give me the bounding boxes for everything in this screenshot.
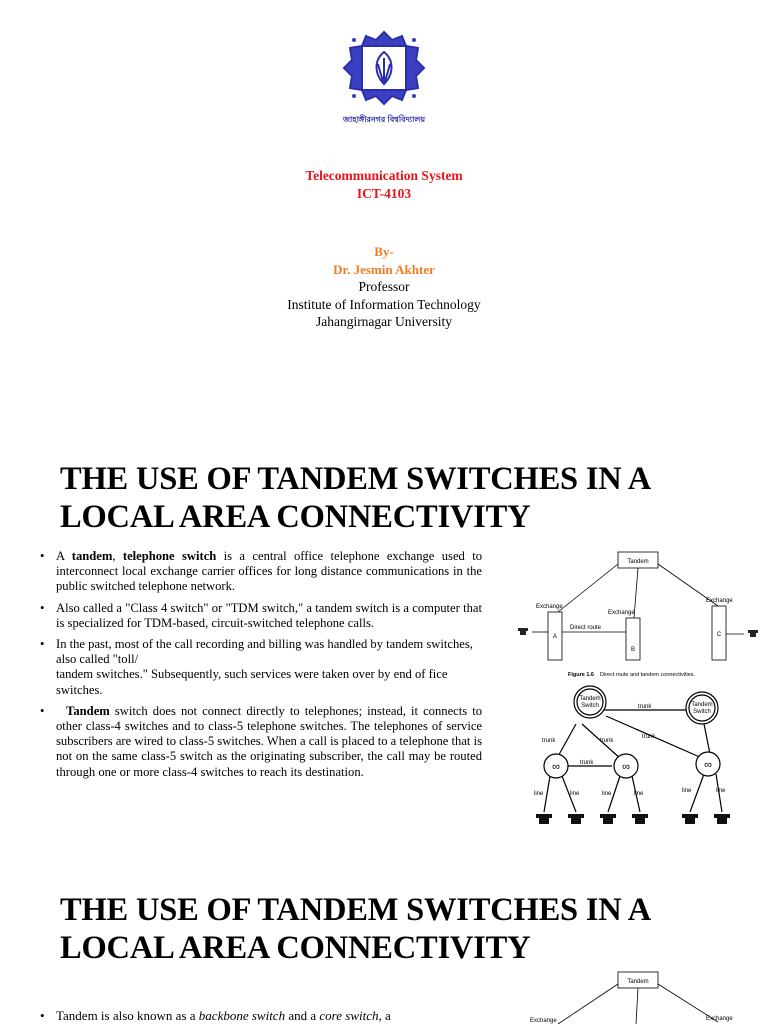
- fig-label: Tandem: [691, 702, 713, 708]
- slide-heading: THE USE OF TANDEM SWITCHES IN A LOCAL AREA CONNECTIVITY: [60, 461, 650, 535]
- fig-label: trunk: [600, 738, 614, 744]
- author-name: Dr. Jesmin Akhter: [333, 262, 435, 277]
- author-university: Jahangirnagar University: [315, 314, 453, 329]
- bullet-text: Also called a "Class 4 switch" or "TDM switch," a tandem switch is a computer that is specialized for TDM-based, circuit-switched telephone calls.: [56, 600, 482, 630]
- fig-label: A: [552, 634, 558, 640]
- author-position: Professor: [358, 279, 410, 294]
- fig-label: Switch: [581, 703, 599, 709]
- fig-caption: Figure 1.6: [568, 672, 594, 678]
- bullet-text: ,: [112, 549, 123, 563]
- fig-label: Exchange: [608, 610, 635, 616]
- fig-label: ∞: [622, 761, 630, 773]
- fig-label: line: [534, 791, 544, 797]
- bullet-item: [40, 637, 482, 698]
- bullet-text: tandem switches." Subsequently, such services were taken over by end of fice switches.: [56, 667, 448, 697]
- bullet-item: [40, 549, 482, 595]
- fig-label: line: [570, 791, 580, 797]
- bullet-bold: Tandem: [66, 703, 110, 718]
- course-title: Telecommunication System: [305, 168, 463, 183]
- bullet-text: and a: [285, 1008, 320, 1023]
- bullet-text: A: [56, 549, 72, 563]
- bullet-text: , a: [378, 1008, 391, 1023]
- tandem-slide-1: [0, 440, 768, 860]
- by-label: By-: [374, 244, 394, 259]
- bullet-list: [40, 1008, 482, 1029]
- fig-label: C: [716, 632, 722, 638]
- tandem-network-figure: [526, 682, 748, 834]
- fig-label: Direct route: [570, 625, 602, 631]
- fig-label: ∞: [552, 761, 560, 773]
- bullet-italic: core switch: [319, 1008, 379, 1023]
- fig-label: Exchange: [536, 604, 563, 610]
- telephone-icon: [714, 814, 730, 824]
- logo-text: জাহাঙ্গীরনগর বিশ্ববিদ্যালয়: [342, 115, 426, 124]
- bullet-text: In the past, most of the call recording and billing was handled by tandem switches, also called "toll/: [56, 637, 473, 667]
- fig-label: Exchange: [530, 1018, 557, 1024]
- fig-label: trunk: [638, 704, 652, 710]
- fig-label: trunk: [542, 738, 556, 744]
- fig-label: trunk: [642, 734, 656, 740]
- telephone-icon: [682, 814, 698, 824]
- telephone-icon: [632, 814, 648, 824]
- fig-label: Tandem: [627, 979, 649, 985]
- fig-label: ∞: [704, 759, 712, 771]
- telephone-icon: [568, 814, 584, 824]
- bullet-bold: telephone switch: [122, 549, 217, 563]
- telephone-icon: [600, 814, 616, 824]
- fig-label: B: [630, 647, 636, 653]
- fig-caption: Direct route and tandem connectivities.: [600, 672, 696, 678]
- slide-heading: THE USE OF TANDEM SWITCHES IN A LOCAL AREA CONNECTIVITY: [60, 892, 650, 966]
- fig-label: line: [634, 791, 644, 797]
- author-institute: Institute of Information Technology: [287, 297, 481, 312]
- university-logo: [340, 28, 428, 132]
- tandem-slide-2: [0, 860, 768, 1024]
- bullet-italic: backbone switch: [198, 1008, 286, 1023]
- fig-label: Tandem: [627, 559, 649, 565]
- bullet-item: [40, 704, 482, 780]
- direct-tandem-figure: [512, 544, 764, 682]
- fig-label: line: [602, 791, 612, 797]
- course-code: ICT-4103: [356, 186, 412, 201]
- fig-label: line: [716, 788, 726, 794]
- bullet-item: [40, 1008, 482, 1023]
- fig-label: Exchange: [706, 1016, 733, 1022]
- direct-tandem-figure-partial: [512, 964, 764, 1024]
- telephone-icon: [536, 814, 552, 824]
- bullet-text: is a central office telephone exchange used to interconnect local exchange carrier offices for long distance communications in the public switched telephone network.: [56, 549, 482, 594]
- fig-label: Tandem: [579, 696, 601, 702]
- bullet-bold: tandem: [71, 549, 113, 563]
- cover-slide: [0, 0, 768, 440]
- bullet-text: switch does not connect directly to telephones; instead, it connects to other class-4 switches and to class-5 telephone switches. The telephones of service subscribers are wired to class-5 switches. When a call is placed to a telephone that is not on the same class-5 switch as the originating subscriber, the call may be routed through one or more class-4 switches to reach its destination.: [56, 703, 483, 779]
- fig-label: line: [682, 788, 692, 794]
- fig-label: Exchange: [706, 598, 733, 604]
- exchange-b-box: [626, 618, 640, 660]
- bullet-text: Tandem is also known as a: [56, 1008, 199, 1023]
- bullet-item: [40, 601, 482, 631]
- fig-label: trunk: [580, 760, 594, 766]
- fig-label: Switch: [693, 709, 711, 715]
- bullet-list: [40, 549, 482, 786]
